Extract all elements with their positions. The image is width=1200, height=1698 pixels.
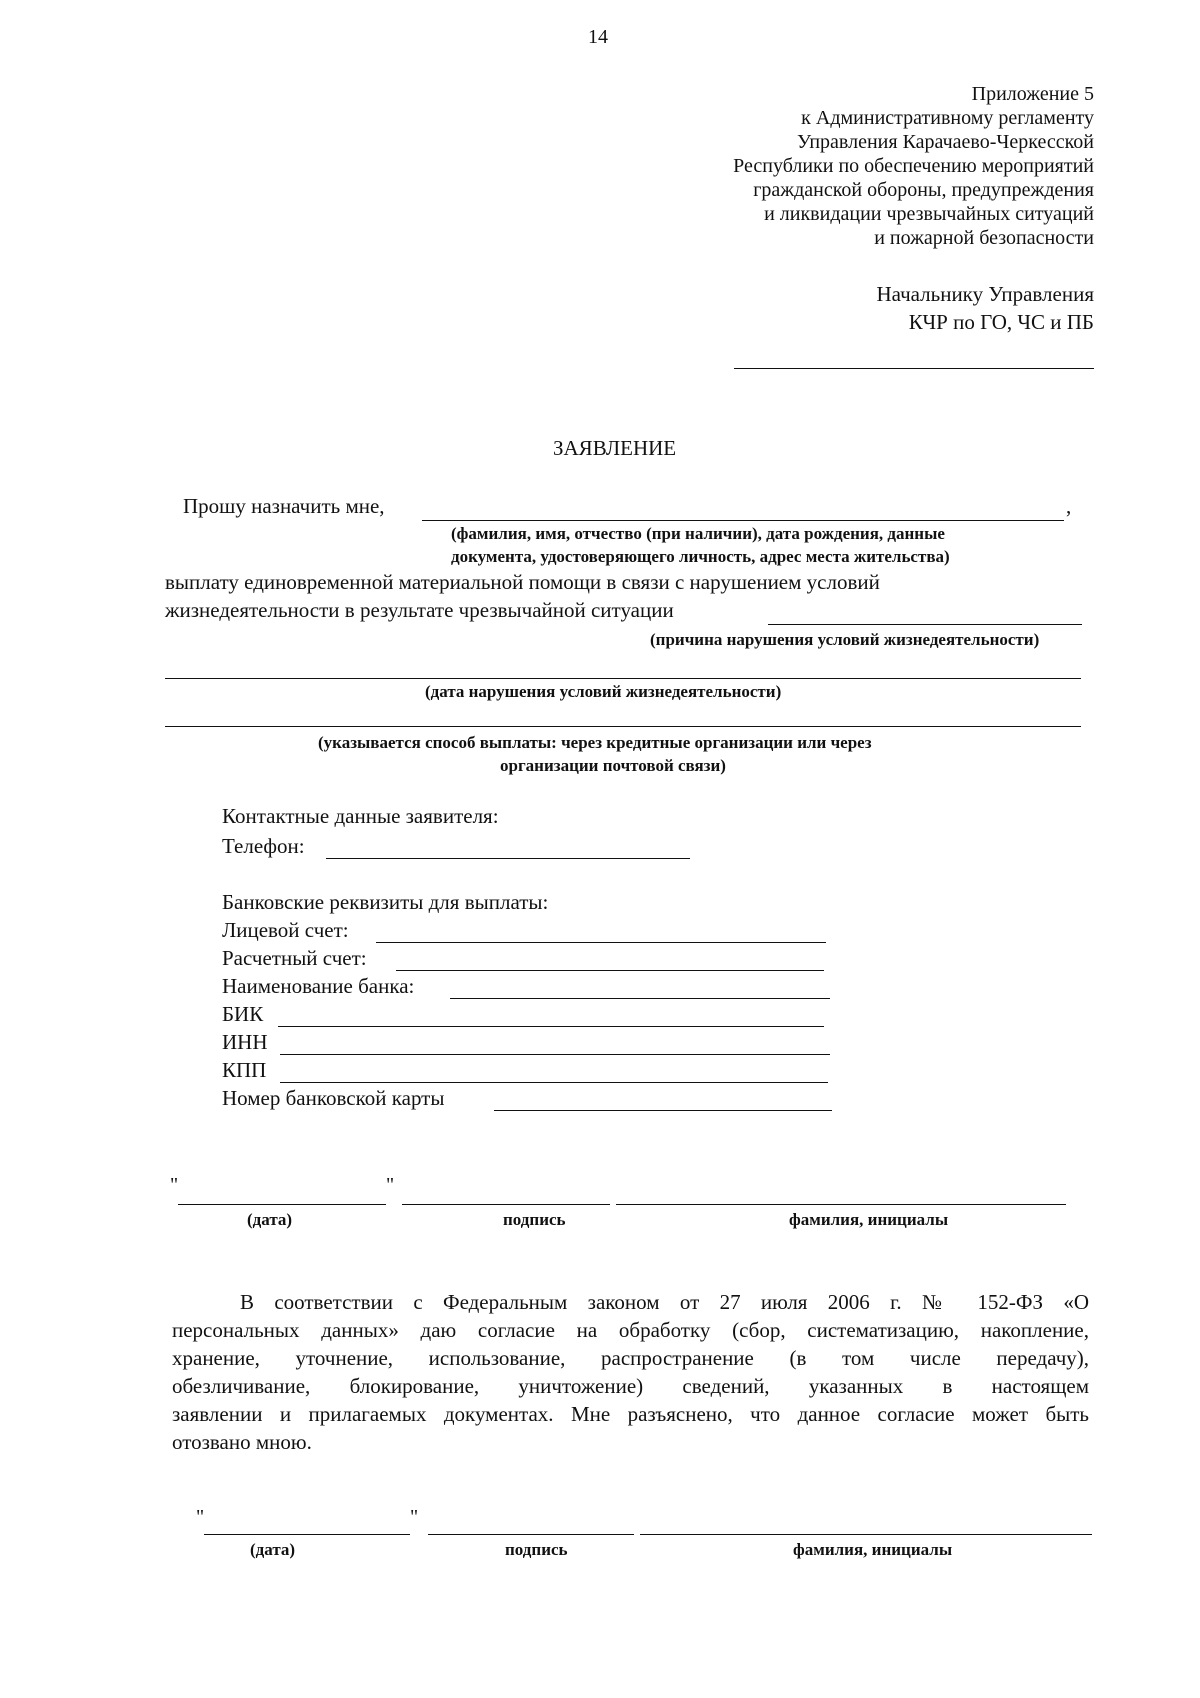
name-line [616, 1204, 1066, 1205]
request-text-line: жизнедеятельности в результате чрезвычайной ситуации [165, 598, 674, 622]
appendix-line: Республики по обеспечению мероприятий [733, 155, 1094, 177]
reason-blank-line [768, 624, 1082, 625]
consent-line: обезличивание, блокирование, уничтожение) сведений, указанных в настоящем [172, 1374, 1089, 1398]
method-blank-line [165, 726, 1081, 727]
name-caption: фамилия, инициалы [793, 1540, 953, 1559]
date-line [178, 1204, 386, 1205]
request-text-line: выплату единовременной материальной помощи в связи с нарушением условий [165, 570, 880, 594]
inn-blank-line [280, 1054, 830, 1055]
bank-name-blank-line [450, 998, 830, 999]
bank-name-label: Наименование банка: [222, 974, 415, 998]
personal-account-blank-line [376, 942, 826, 943]
method-hint: организации почтовой связи) [500, 756, 726, 775]
bik-blank-line [278, 1026, 824, 1027]
signature-line [428, 1534, 634, 1535]
quote-mark: " [170, 1174, 179, 1196]
signature-caption: подпись [503, 1210, 566, 1229]
addressee-line: КЧР по ГО, ЧС и ПБ [908, 310, 1094, 334]
kpp-blank-line [280, 1082, 828, 1083]
addressee-line: Начальнику Управления [876, 282, 1094, 306]
applicant-hint: (фамилия, имя, отчество (при наличии), дата рождения, данные [451, 524, 945, 543]
settlement-account-blank-line [396, 970, 824, 971]
document-title: ЗАЯВЛЕНИЕ [553, 436, 677, 460]
card-number-label: Номер банковской карты [222, 1086, 445, 1110]
quote-mark: " [386, 1174, 395, 1196]
appendix-line: Управления Карачаево-Черкесской [796, 131, 1094, 153]
settlement-account-label: Расчетный счет: [222, 946, 367, 970]
kpp-label: КПП [222, 1058, 267, 1082]
method-hint: (указывается способ выплаты: через кредитные организации или через [318, 733, 872, 752]
request-comma: , [1066, 494, 1072, 518]
appendix-line: Приложение 5 [971, 83, 1094, 105]
date-line [204, 1534, 410, 1535]
date-hint: (дата нарушения условий жизнедеятельности) [425, 682, 782, 701]
quote-mark: " [196, 1506, 205, 1528]
appendix-line: гражданской обороны, предупреждения [753, 179, 1094, 201]
addressee-blank-line [734, 368, 1094, 369]
consent-line: хранение, уточнение, использование, распространение (в том числе передачу), [172, 1346, 1089, 1370]
date-caption: (дата) [247, 1210, 293, 1229]
bik-label: БИК [222, 1002, 264, 1026]
personal-account-label: Лицевой счет: [222, 918, 349, 942]
signature-caption: подпись [505, 1540, 568, 1559]
consent-line: заявлении и прилагаемых документах. Мне разъяснено, что данное согласие может быть [172, 1402, 1089, 1426]
consent-line: В соответствии с Федеральным законом от 27 июля 2006 г. № 152-ФЗ «О [240, 1290, 1089, 1314]
date-blank-line [165, 678, 1081, 679]
applicant-blank-line [422, 520, 1064, 521]
inn-label: ИНН [222, 1030, 268, 1054]
request-lead: Прошу назначить мне, [183, 494, 385, 518]
name-line [640, 1534, 1092, 1535]
consent-line: персональных данных» даю согласие на обработку (сбор, систематизацию, накопление, [172, 1318, 1089, 1342]
card-number-blank-line [494, 1110, 832, 1111]
date-caption: (дата) [250, 1540, 296, 1559]
phone-blank-line [326, 858, 690, 859]
bank-heading: Банковские реквизиты для выплаты: [222, 890, 549, 914]
appendix-line: к Административному регламенту [801, 107, 1094, 129]
appendix-line: и ликвидации чрезвычайных ситуаций [764, 203, 1094, 225]
page-number: 14 [588, 26, 608, 48]
name-caption: фамилия, инициалы [789, 1210, 949, 1229]
signature-line [402, 1204, 610, 1205]
applicant-hint: документа, удостоверяющего личность, адрес места жительства) [451, 547, 950, 566]
contacts-heading: Контактные данные заявителя: [222, 804, 499, 828]
phone-label: Телефон: [222, 834, 305, 858]
consent-line: отозвано мною. [172, 1430, 312, 1454]
reason-hint: (причина нарушения условий жизнедеятельности) [650, 630, 1040, 649]
appendix-line: и пожарной безопасности [874, 227, 1094, 249]
quote-mark: " [410, 1506, 419, 1528]
